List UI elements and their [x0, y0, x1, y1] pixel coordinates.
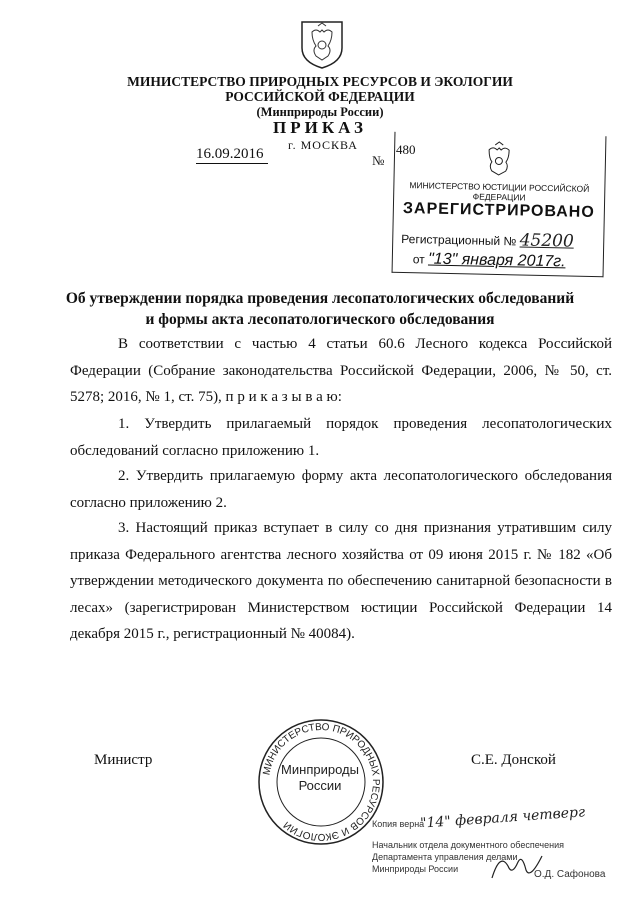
- order-date: 16.09.2016: [196, 146, 268, 164]
- order-title: ПРИКАЗ: [273, 118, 367, 137]
- copy-stamp-line1: Начальник отдела документного обеспечения: [372, 840, 564, 850]
- document-title-line1: Об утверждении порядка проведения лесопатологических обследований: [65, 290, 575, 307]
- order-number: 480: [396, 142, 416, 157]
- coat-of-arms-small-icon: [481, 140, 518, 181]
- signatory-position: Министр: [94, 752, 153, 768]
- ministry-name-line1: МИНИСТЕРСТВО ПРИРОДНЫХ РЕСУРСОВ И ЭКОЛОГИИ: [127, 74, 513, 89]
- registration-number-line: [401, 228, 574, 252]
- copy-stamp-line3: Минприроды России: [372, 864, 459, 874]
- copy-stamp-label: Копия верна: [372, 819, 425, 829]
- registration-date-line: [413, 250, 566, 271]
- signatory-name: С.Е. Донской: [471, 752, 556, 768]
- order-city: г. МОСКВА: [288, 138, 358, 152]
- registration-stamp: [392, 132, 607, 277]
- registration-status: ЗАРЕГИСТРИРОВАНО: [402, 199, 595, 222]
- registration-number-label: Регистрационный №: [401, 231, 517, 249]
- copy-stamp-name: О.Д. Сафонова: [534, 869, 606, 880]
- registration-ministry: МИНИСТЕРСТВО ЮСТИЦИИ РОССИЙСКОЙ ФЕДЕРАЦИИ: [409, 180, 590, 203]
- ministry-short-name: (Минприроды России): [256, 105, 384, 119]
- order-number-sign: №: [372, 153, 385, 168]
- registration-number: 45200: [519, 230, 575, 252]
- order-item-2: 2. Утвердить прилагаемую форму акта лесопатологического обследования согласно приложению 2.: [70, 468, 612, 511]
- coat-of-arms-icon: [298, 18, 346, 70]
- copy-stamp-handwritten: "14" февраля четверг: [419, 804, 586, 832]
- registration-date: "13" января 2017г.: [427, 250, 566, 271]
- seal-ring-text: МИНИСТЕРСТВО ПРИРОДНЫХ РЕСУРСОВ И ЭКОЛОГИИ: [261, 721, 382, 843]
- copy-stamp-line2: Департамента управления делами: [372, 852, 518, 862]
- order-item-3: 3. Настоящий приказ вступает в силу со дня признания утратившим силу приказа Федерального агентства лесного хозяйства от 09 июня 2015 г. № 182 «Об утверждении методического документа по обеспечению санитарной безопасности в лесах» (зарегистрирован Министерством юстиции Российской Федерации 14 декабря 2015 г., регистрационный № 40084).: [70, 520, 612, 642]
- document-title: [0, 288, 640, 330]
- ministry-name-line2: РОССИЙСКОЙ ФЕДЕРАЦИИ: [225, 89, 415, 104]
- order-item-1: 1. Утвердить прилагаемый порядок проведения лесопатологических обследований согласно приложению 1.: [70, 416, 612, 459]
- preamble-paragraph: В соответствии с частью 4 статьи 60.6 Лесного кодекса Российской Федерации (Собрание законодательства Российской Федерации, 2006, № 50, ст. 5278; 2016, № 1, ст. 75), п р и к а з ы в а ю:: [70, 336, 612, 405]
- seal-center-text: Минприроды России: [281, 762, 359, 793]
- registration-date-prefix: от: [412, 252, 425, 267]
- document-title-line2: и формы акта лесопатологического обследования: [145, 311, 495, 328]
